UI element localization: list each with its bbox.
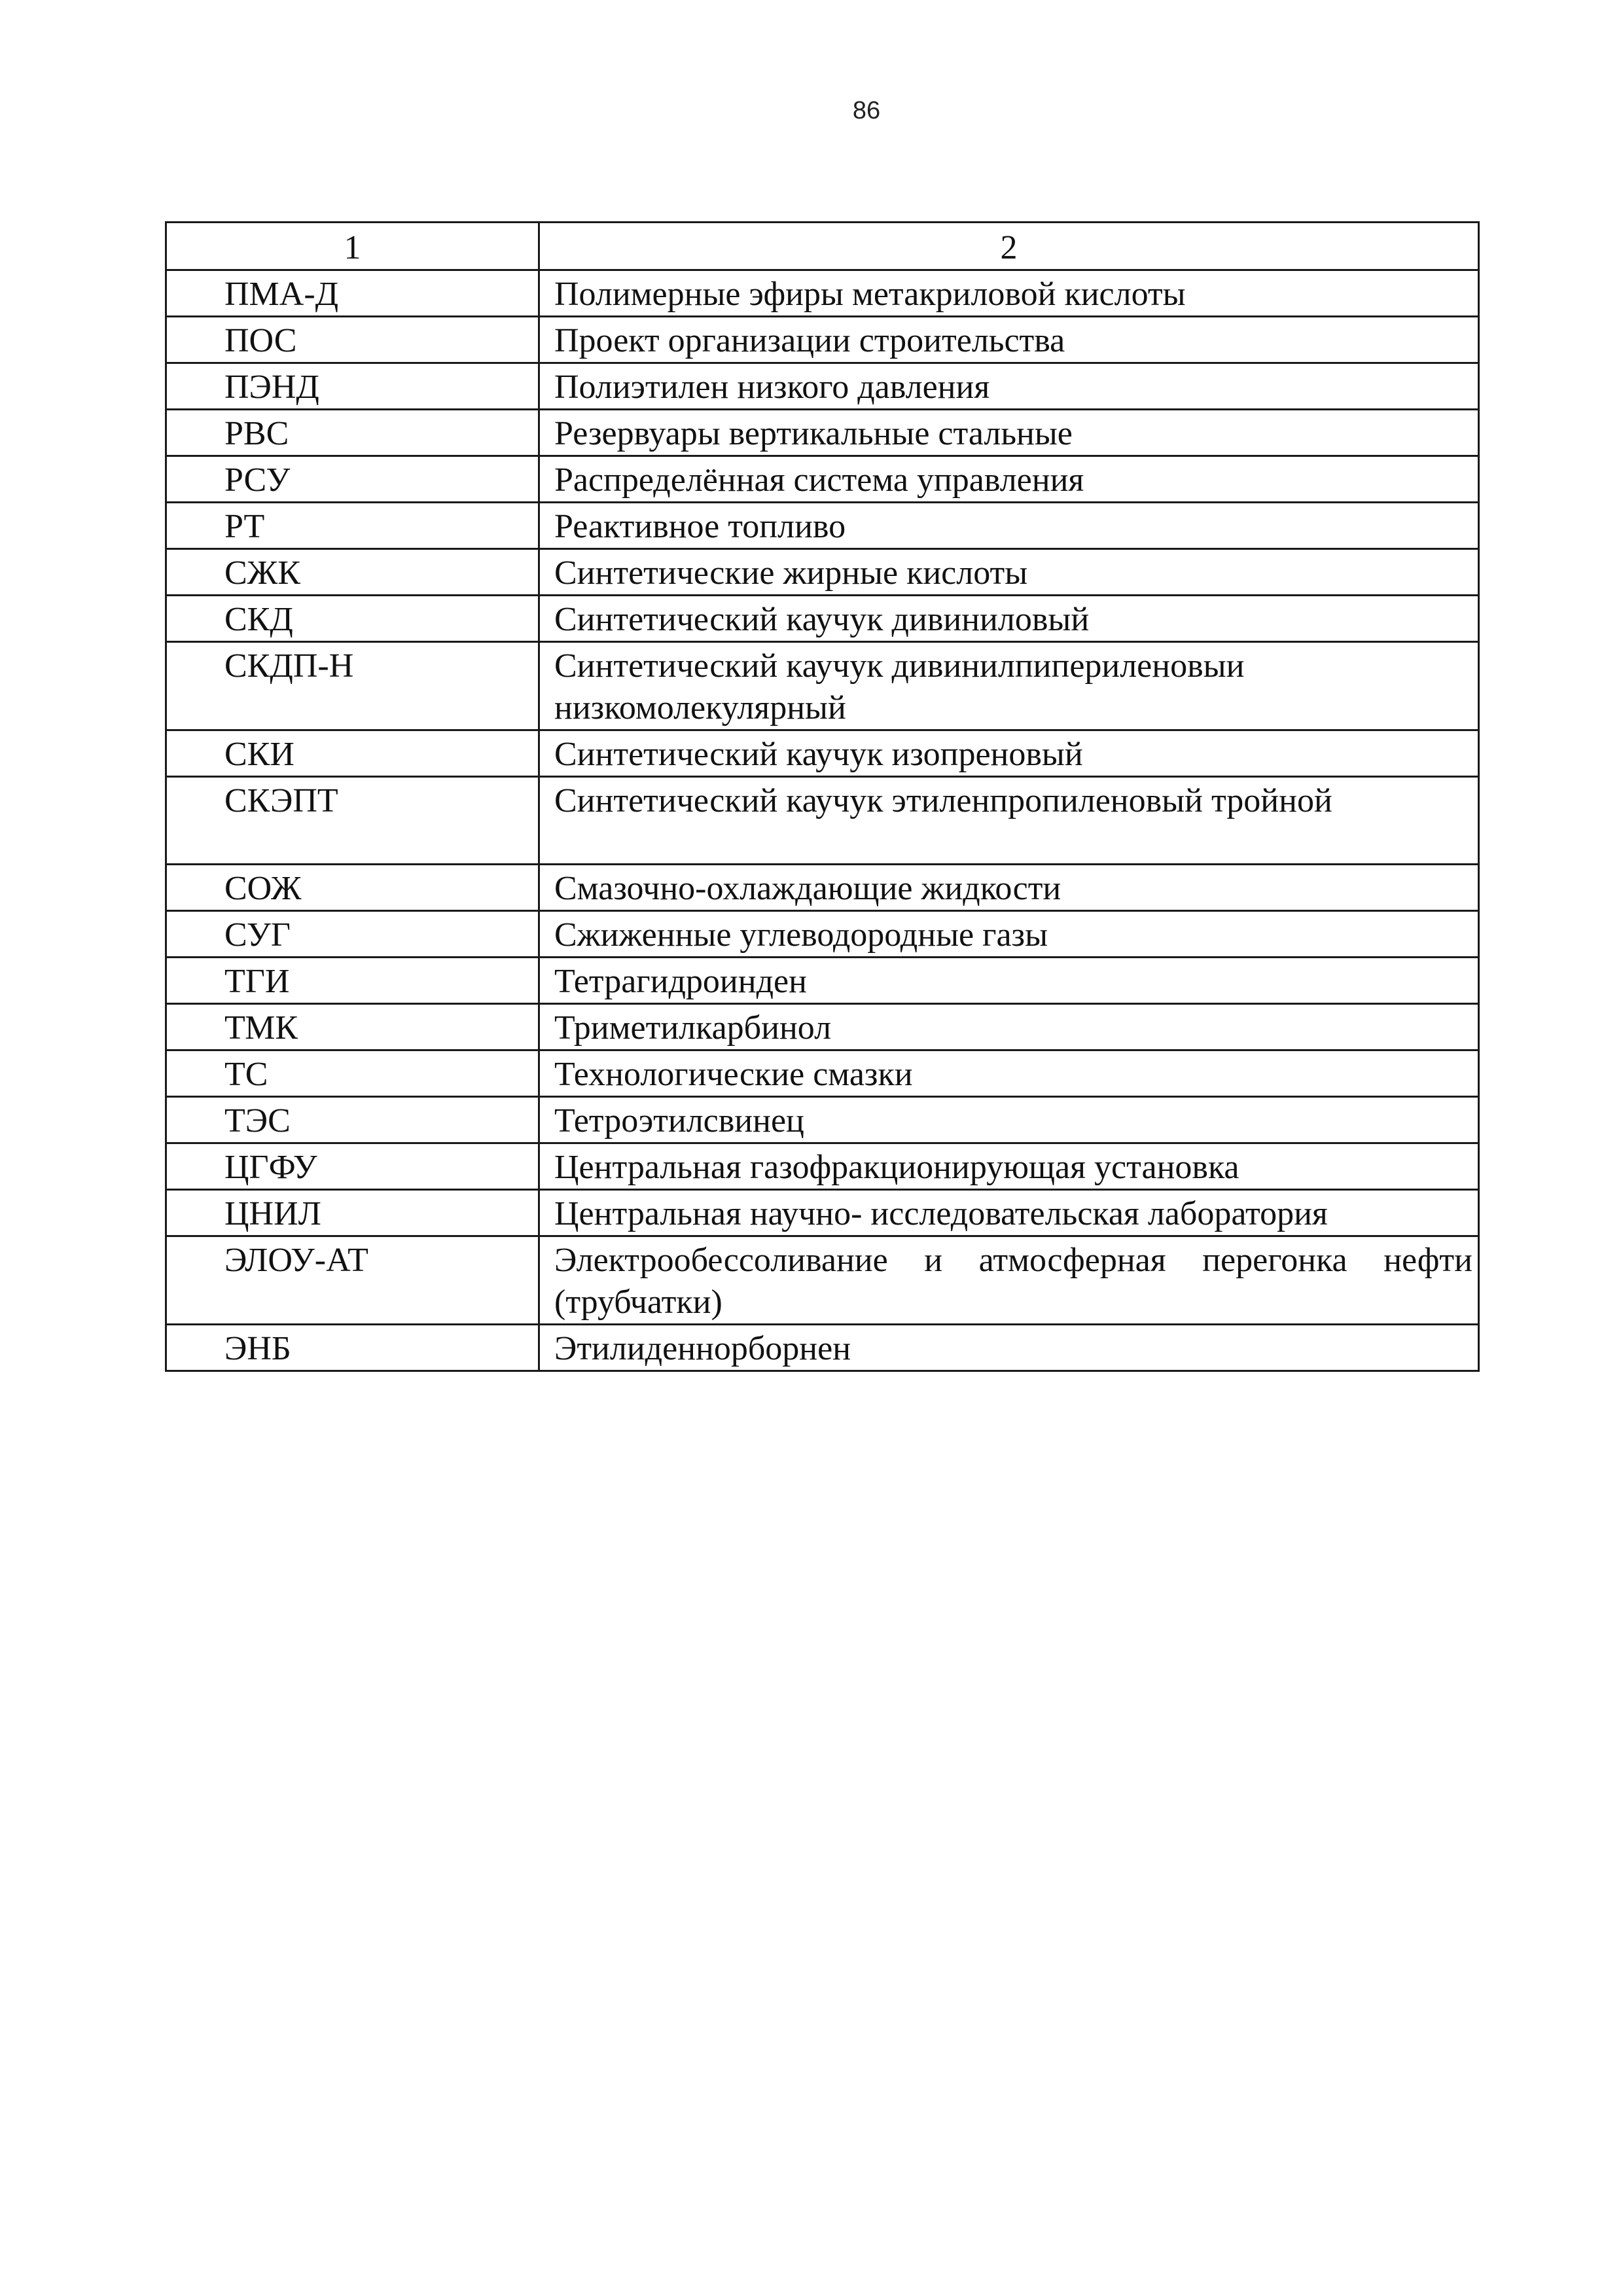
abbreviation-cell: СКД <box>166 596 539 642</box>
definition-cell: Проект организации строительства <box>539 317 1479 363</box>
abbreviation-cell: ПОС <box>166 317 539 363</box>
abbreviation-cell: СКИ <box>166 730 539 777</box>
table-row <box>166 911 1479 958</box>
definition-cell: Полиэтилен низкого давления <box>539 363 1479 410</box>
table-row <box>166 456 1479 503</box>
abbreviation-cell: ЭЛОУ-АТ <box>166 1236 539 1325</box>
table-row <box>166 596 1479 642</box>
abbreviation-cell: РТ <box>166 503 539 549</box>
definition-cell: Синтетический каучук этиленпропиленовый тройной <box>539 777 1479 865</box>
table-row <box>166 1190 1479 1236</box>
definition-cell: Электрообессоливание и атмосферная перегонка нефти (трубчатки) <box>539 1236 1479 1325</box>
table-row <box>166 1097 1479 1143</box>
abbreviation-cell: СЖК <box>166 549 539 596</box>
table-row <box>166 1143 1479 1190</box>
abbreviations-table <box>165 221 1480 1372</box>
definition-cell: Тетрагидроинден <box>539 958 1479 1004</box>
abbreviation-cell: ТС <box>166 1050 539 1097</box>
definition-cell: Распределённая система управления <box>539 456 1479 503</box>
definition-cell: Центральная научно- исследовательская лаборатория <box>539 1190 1479 1236</box>
abbreviation-cell: РСУ <box>166 456 539 503</box>
table-row <box>166 549 1479 596</box>
column-header-2: 2 <box>539 223 1479 270</box>
definition-cell: Синтетический каучук дивиниловый <box>539 596 1479 642</box>
table-row <box>166 270 1479 317</box>
definition-cell: Резервуары вертикальные стальные <box>539 410 1479 456</box>
abbreviation-cell: СУГ <box>166 911 539 958</box>
table-header-row <box>166 223 1479 270</box>
definition-cell: Синтетический каучук дивинилпипериленовыи низкомолекулярный <box>539 642 1479 730</box>
definition-cell: Технологические смазки <box>539 1050 1479 1097</box>
column-header-1: 1 <box>166 223 539 270</box>
abbreviation-cell: ТМК <box>166 1004 539 1050</box>
table-row <box>166 865 1479 911</box>
definition-cell: Синтетический каучук изопреновый <box>539 730 1479 777</box>
definition-cell: Триметилкарбинол <box>539 1004 1479 1050</box>
abbreviation-cell: СКДП-Н <box>166 642 539 730</box>
definition-cell: Сжиженные углеводородные газы <box>539 911 1479 958</box>
definition-cell: Центральная газофракционирующая установка <box>539 1143 1479 1190</box>
abbreviation-cell: ЭНБ <box>166 1325 539 1371</box>
abbreviation-cell: РВС <box>166 410 539 456</box>
table-row <box>166 1236 1479 1325</box>
abbreviation-cell: ТЭС <box>166 1097 539 1143</box>
abbreviation-cell: ПМА-Д <box>166 270 539 317</box>
abbreviation-cell: ПЭНД <box>166 363 539 410</box>
table-row <box>166 777 1479 865</box>
abbreviation-cell: ТГИ <box>166 958 539 1004</box>
abbreviation-cell: СКЭПТ <box>166 777 539 865</box>
definition-cell: Тетроэтилсвинец <box>539 1097 1479 1143</box>
table-row <box>166 410 1479 456</box>
table-row <box>166 1050 1479 1097</box>
table-row <box>166 363 1479 410</box>
table-row <box>166 317 1479 363</box>
table-row <box>166 503 1479 549</box>
abbreviation-cell: ЦНИЛ <box>166 1190 539 1236</box>
definition-cell: Этилиденнорборнен <box>539 1325 1479 1371</box>
abbreviation-cell: СОЖ <box>166 865 539 911</box>
definition-cell: Смазочно-охлаждающие жидкости <box>539 865 1479 911</box>
table-row <box>166 642 1479 730</box>
definition-cell: Реактивное топливо <box>539 503 1479 549</box>
abbreviation-cell: ЦГФУ <box>166 1143 539 1190</box>
table-row <box>166 958 1479 1004</box>
definition-cell: Полимерные эфиры метакриловой кислоты <box>539 270 1479 317</box>
table-row <box>166 730 1479 777</box>
definition-cell: Синтетические жирные кислоты <box>539 549 1479 596</box>
page-number: 86 <box>852 97 881 124</box>
table-row <box>166 1325 1479 1371</box>
table-row <box>166 1004 1479 1050</box>
